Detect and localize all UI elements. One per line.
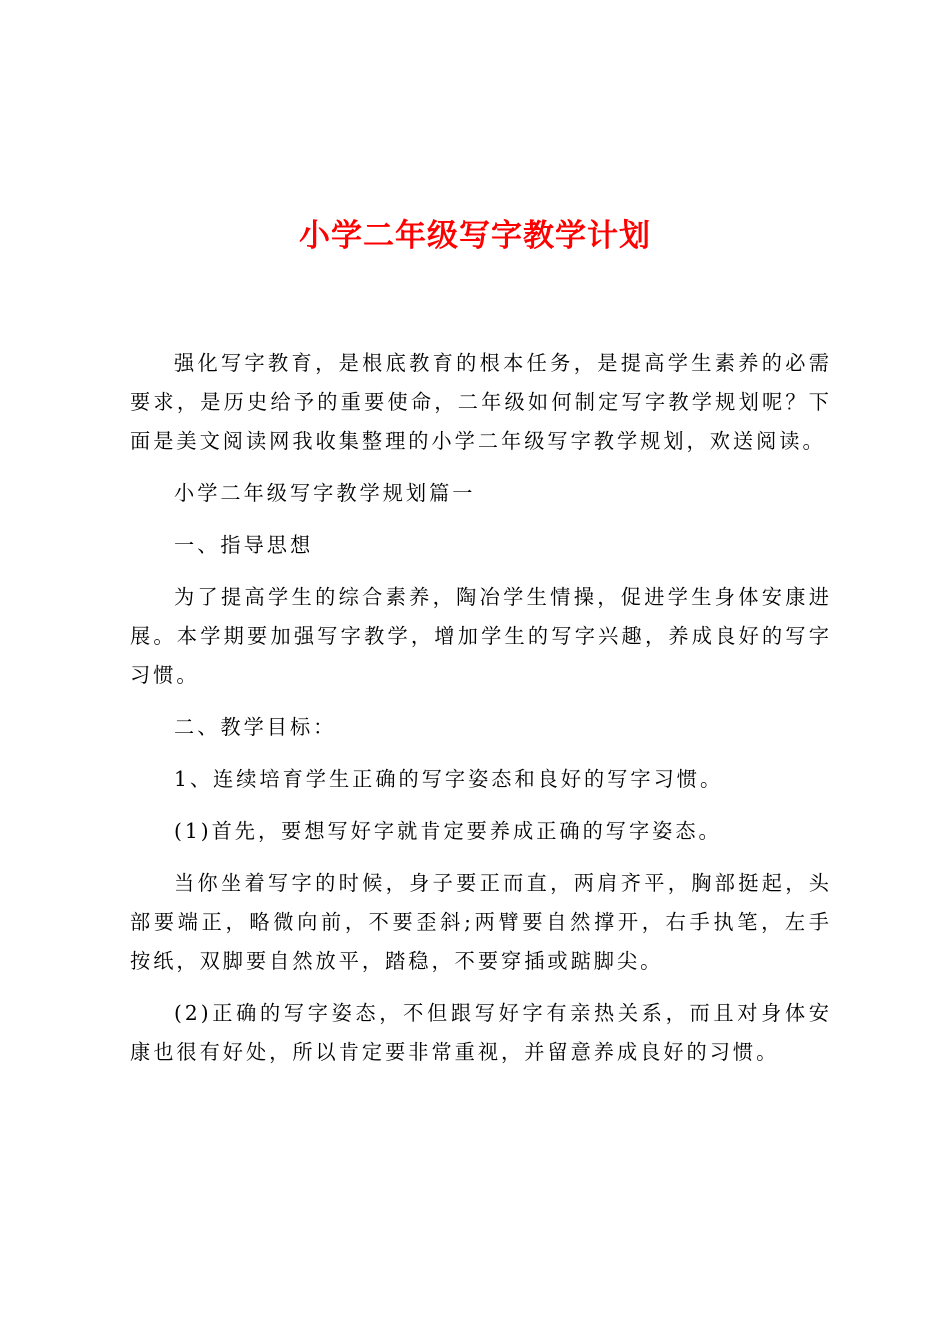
intro-paragraph: 强化写字教育，是根底教育的根本任务，是提高学生素养的必需要求，是历史给予的重要使命，二年级如何制定写字教学规划呢？下面是美文阅读网我收集整理的小学二年级写字教学规划，欢送阅读。 <box>130 351 832 453</box>
guiding-thought-paragraph: 为了提高学生的综合素养，陶冶学生情操，促进学生身体安康进展。本学期要加强写字教学，增加学生的写字兴趣，养成良好的写字习惯。 <box>130 585 832 687</box>
goal-subitem-2: (2)正确的写字姿态，不但跟写好字有亲热关系，而且对身体安康也很有好处，所以肯定要非常重视，并留意养成良好的习惯。 <box>130 1001 832 1064</box>
section-heading-guiding-thought: 一、指导思想 <box>174 533 314 557</box>
document-body <box>130 344 832 1085</box>
goal-subitem-1: (1)首先，要想写好字就肯定要养成正确的写字姿态。 <box>174 819 722 843</box>
section-heading-teaching-goals: 二、教学目标： <box>174 715 337 739</box>
document-title: 小学二年级写字教学计划 <box>299 218 651 254</box>
section-heading-plan-one: 小学二年级写字教学规划篇一 <box>174 481 476 505</box>
goal-item-1: 1、连续培育学生正确的写字姿态和良好的写字习惯。 <box>174 767 724 791</box>
posture-paragraph: 当你坐着写字的时候，身子要正而直，两肩齐平，胸部挺起，头部要端正，略微向前，不要歪斜;两臂要自然撑开，右手执笔，左手按纸，双脚要自然放平，踏稳，不要穿插或踮脚尖。 <box>130 871 832 973</box>
